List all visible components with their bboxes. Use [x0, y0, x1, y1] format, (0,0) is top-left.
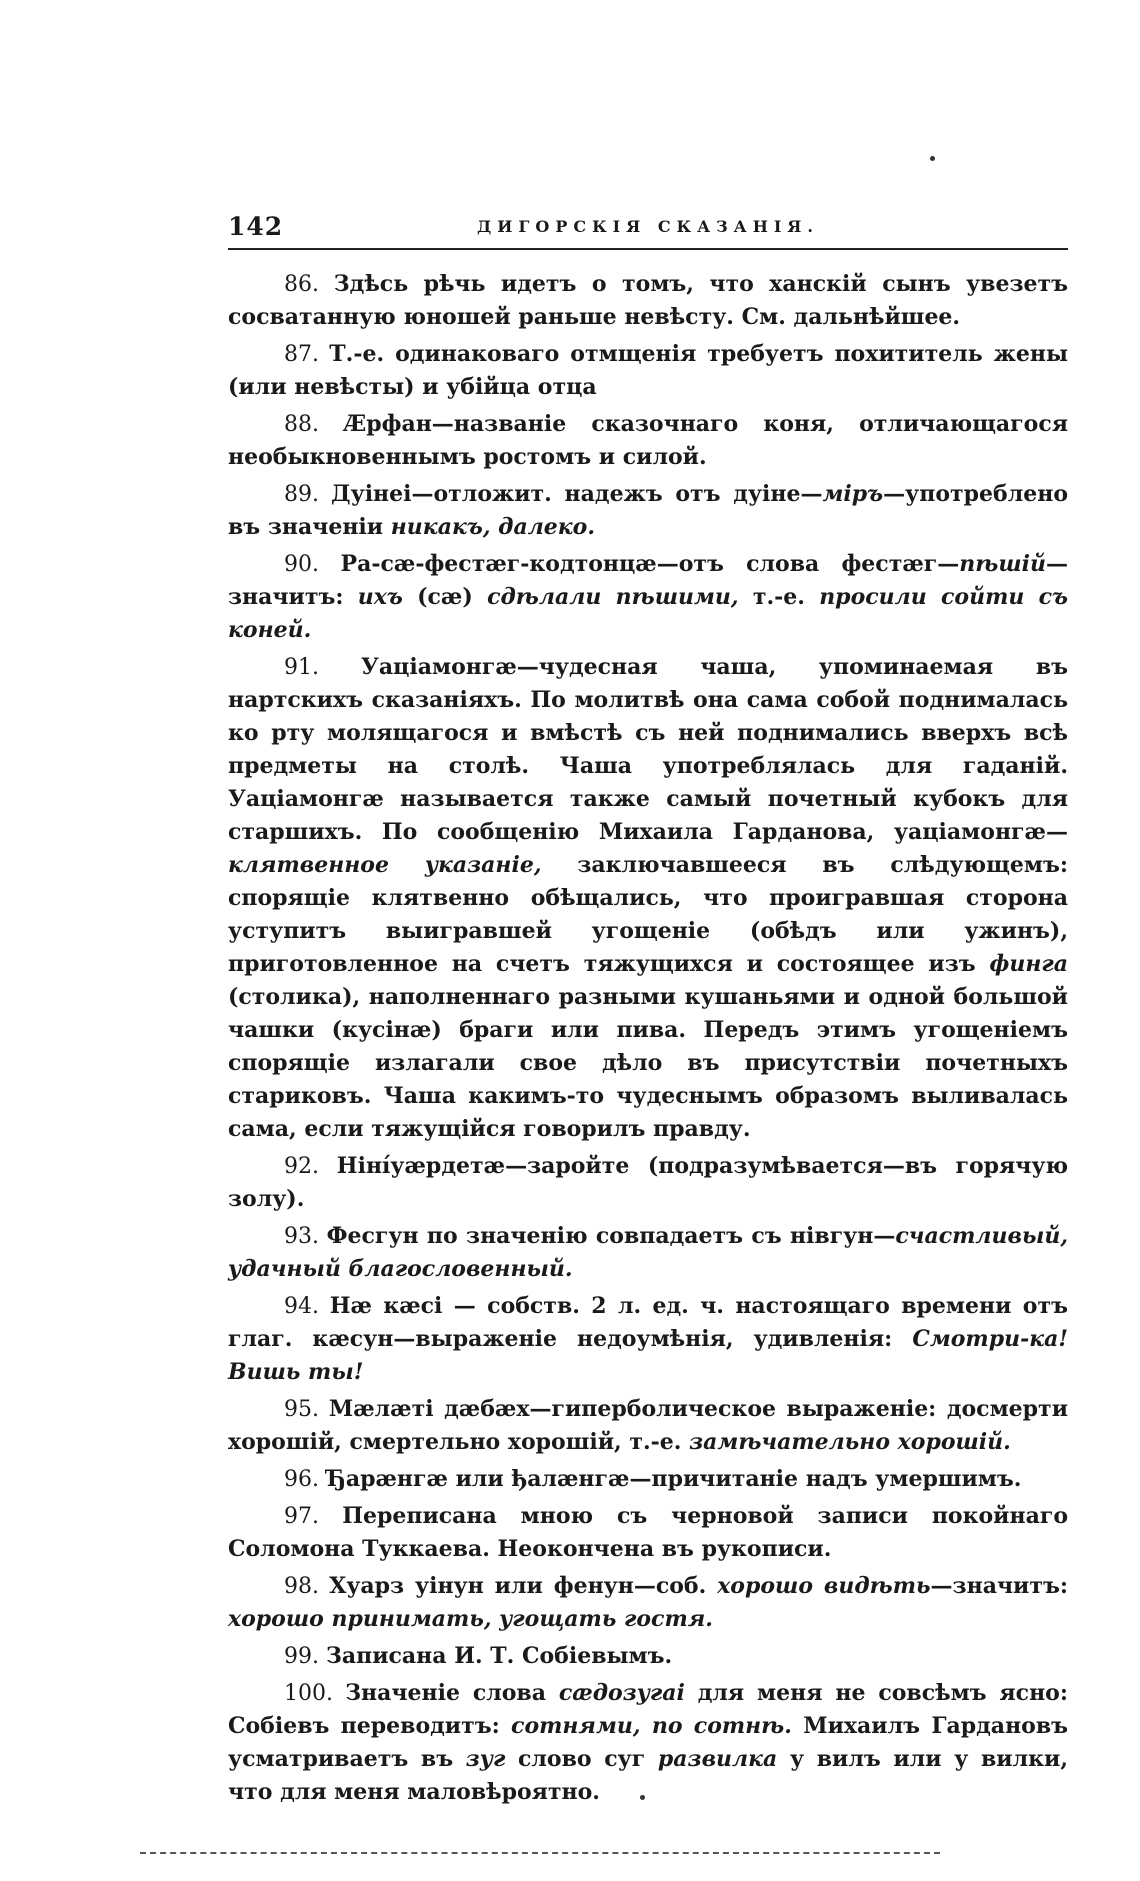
footnote-text: —значитъ: [930, 1573, 1068, 1599]
footnote-italic-text: міръ [822, 481, 884, 507]
footnote-text: Мæлæті дæбæх—гиперболическое выраженіе: досмерти хорошій, смертельно хорошій, т.-е. [228, 1396, 1069, 1455]
footnote-italic-text: пѣшій [959, 551, 1046, 577]
footnote-italic-text: сотнями, по сотнѣ. [511, 1713, 792, 1739]
footnote-number: 98. [284, 1574, 330, 1599]
footnote-text: Михаилъ Гардановъ усматриваетъ въ [228, 1713, 1069, 1772]
footnote [228, 408, 1068, 474]
footnote-number: 99. [284, 1644, 326, 1669]
footnote-italic-text: замѣчательно хорошій. [689, 1429, 1011, 1455]
footnote-text: Æрфан—названіе сказочнаго коня, отличающагося необыкновеннымъ ростомъ и силой. [228, 411, 1068, 470]
footnote [228, 651, 1068, 1146]
footnote-number: 91. [284, 655, 361, 680]
speck-mark [930, 156, 935, 161]
footnote-number: 86. [284, 272, 334, 297]
footnote-text: Ніні́уæрдетæ—заройте (подразумѣвается—въ горячую золу). [228, 1153, 1068, 1212]
footnote [228, 1220, 1068, 1286]
header-rule [228, 248, 1068, 250]
footnote-italic-text: клятвенное указаніе, [228, 852, 542, 878]
footnote-italic-text: развилка [657, 1746, 778, 1772]
footnote-text: т.-е. [738, 584, 820, 610]
notes-list [228, 268, 1068, 1809]
footnote-italic-text: Смотри-ка! Вишь ты! [228, 1326, 1068, 1385]
footnote-number: 89. [284, 482, 332, 507]
footnote-number: 94. [284, 1294, 330, 1319]
footnote [228, 1290, 1068, 1389]
footnote-number: 88. [284, 412, 344, 437]
footnote [228, 548, 1068, 647]
footnote [228, 1570, 1068, 1636]
footnote-text: для меня не совсѣмъ ясно: Собіевъ переводитъ: [228, 1680, 1068, 1739]
footnote-text: (столика), наполненнаго разными кушаньями и одной большой чашки (кусінæ) браги или пива. Передъ этимъ угощеніемъ спорящіе излагали свое дѣло въ присутствіи почетныхъ стариковъ. Чаша какимъ-то чудеснымъ образомъ выливалась сама, если тяжущійся говорилъ правду. [228, 984, 1068, 1142]
footnote-text: Ђарæнгæ или ђалæнгæ—причитаніе надъ умершимъ. [325, 1466, 1022, 1492]
page-header [228, 212, 1068, 248]
footnote-number: 90. [284, 552, 341, 577]
footnote-text: Т.-е. одинаковаго отмщенія требуетъ похититель жены (или невѣсты) и убійца отца [228, 341, 1069, 400]
footnote [228, 1150, 1068, 1216]
footnote-text: Дуінеі—отложит. надежъ отъ дуіне— [331, 481, 823, 507]
footnote-number: 95. [284, 1397, 329, 1422]
footnote-italic-text: хорошо видѣть [717, 1573, 931, 1599]
footnote-text: заключавшееся въ слѣдующемъ: спорящіе клятвенно обѣщались, что проигравшая сторона уступитъ выигравшей угощеніе (обѣдъ или ужинъ), приготовленное на счетъ тяжущихся и состоящее изъ [228, 852, 1068, 977]
footnote-text: —употреблено въ значеніи [228, 481, 1068, 540]
footnote-text: Записана И. Т. Собіевымъ. [325, 1643, 673, 1669]
running-title: ДИГОРСКІЯ СКАЗАНІЯ. [477, 217, 819, 236]
footnote-number: 93. [284, 1224, 327, 1249]
footnote-italic-text: ихъ [357, 584, 403, 610]
footnote-text: Хуарз уінун или фенун—соб. [329, 1573, 718, 1599]
footnote [228, 1393, 1068, 1459]
footnote-text: —значитъ: [228, 551, 1068, 610]
footnote-text: (сæ) [402, 584, 488, 610]
footnote-italic-text: зуг [465, 1746, 506, 1772]
footnote-italic-text: финга [989, 951, 1068, 977]
footnote-italic-text: сæдозугаі [558, 1680, 685, 1706]
footnote [228, 1677, 1068, 1809]
footnote-text: Здѣсь рѣчь идетъ о томъ, что ханскій сынъ увезетъ сосватанную юношей раньше невѣсту. См. дальнѣйшее. [228, 271, 1069, 330]
footnote [228, 268, 1068, 334]
footnote-text: Нæ кæсі — собств. 2 л. ед. ч. настоящаго времени отъ глаг. кæсун—выраженіе недоумѣнія, удивленія: [228, 1293, 1068, 1352]
footnote [228, 1463, 1068, 1496]
footnote [228, 1640, 1068, 1673]
footnote-italic-text: просили сойти съ коней. [228, 584, 1069, 643]
footnote-text: Переписана мною съ черновой записи покойнаго Соломона Туккаева. Неокончена въ рукописи. [228, 1503, 1068, 1562]
page [228, 212, 1068, 1813]
footnote-number: 97. [284, 1504, 343, 1529]
footnote-text: Уаціамонгæ—чудесная чаша, упоминаемая въ нартскихъ сказаніяхъ. По молитвѣ она сама собой поднималась ко рту молящагося и вмѣстѣ съ ней поднимались вверхъ всѣ предметы на столѣ. Чаша употреблялась для гаданій. Уаціамонгæ называется также самый почетный кубокъ для старшихъ. По сообщенію Михаила Гарданова, уаціамонгæ— [228, 654, 1068, 845]
footnote-italic-text: хорошо принимать, угощать гостя. [228, 1606, 713, 1632]
footnote-number: 92. [284, 1154, 337, 1179]
footnote-text: Значеніе слова [345, 1680, 559, 1706]
footnote [228, 1500, 1068, 1566]
footnote [228, 338, 1068, 404]
footnote-text: слово суг [505, 1746, 658, 1772]
speck-mark [640, 1795, 645, 1800]
footnote-italic-text: никакъ, далеко. [390, 514, 596, 540]
footer-rule [140, 1852, 940, 1854]
footnote-number: 100. [284, 1681, 346, 1706]
page-number: 142 [228, 212, 284, 241]
footnote-italic-text: сдѣлали пѣшими, [487, 584, 739, 610]
footnote-number: 87. [284, 342, 330, 367]
footnote [228, 478, 1068, 544]
footnote-italic-text: счастливый, удачный благословенный. [228, 1223, 1068, 1282]
footnote-text: Ра-сæ-фестæг-кодтонцæ—отъ слова фестæг— [340, 551, 960, 577]
footnote-text: Фесгун по значенію совпадаетъ съ нівгун— [326, 1223, 896, 1249]
footnote-text: у вилъ или у вилки, что для меня маловѣроятно. [228, 1746, 1068, 1805]
footnote-number: 96. [284, 1467, 326, 1492]
